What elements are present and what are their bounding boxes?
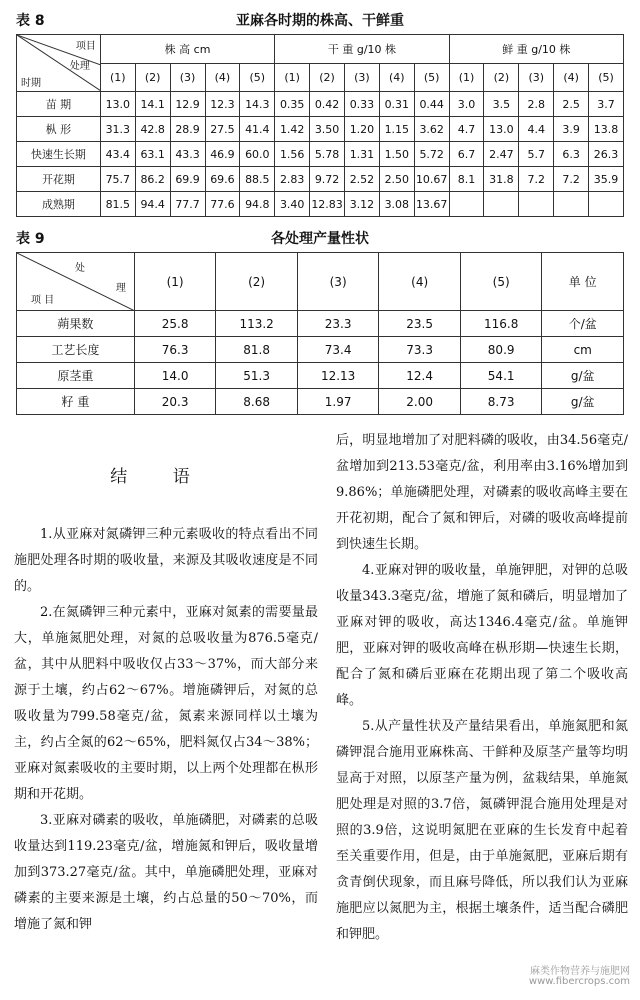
left-column	[14, 522, 318, 938]
table8-cell: 7.2	[519, 167, 554, 192]
table9-cell: cm	[542, 337, 624, 363]
table9-col: 单 位	[542, 253, 624, 311]
table8-cell: 43.4	[100, 142, 135, 167]
table8-cell: 12.83	[310, 192, 345, 217]
table8-corner	[17, 35, 101, 92]
table8-cell: 13.8	[589, 117, 624, 142]
table8-cell: 31.3	[100, 117, 135, 142]
table9-col: (2)	[216, 253, 298, 311]
table8-subcol: (1)	[449, 63, 484, 92]
table8-cell: 3.50	[310, 117, 345, 142]
table8-cell: 0.35	[275, 92, 310, 117]
table8-group-fresh: 鲜 重 g/10 株	[449, 35, 623, 64]
paragraph-3: 3.亚麻对磷素的吸收，单施磷肥，对磷素的总吸收量达到119.23毫克/盆，增施氮和钾后，吸收量增加到373.27毫克/盆。其中，单施磷肥处理，亚麻对磷素的主要来源是土壤，约占总量的50～70%，而增施了氮和钾	[14, 813, 318, 932]
paragraph-3-continued: 后，明显地增加了对肥料磷的吸收，由34.56毫克/盆增加到213.53毫克/盆，利用率由3.16%增加到9.86%；单施磷肥处理，对磷素的吸收高峰主要在开花初期，配合了氮和钾后，对磷的吸收高峰提前到快速生长期。	[336, 433, 628, 552]
table8-cell: 2.8	[519, 92, 554, 117]
table9-cell: 25.8	[134, 311, 216, 337]
table8-row-label: 快速生长期	[17, 142, 101, 167]
table8-cell: 31.8	[484, 167, 519, 192]
table9-cell: 20.3	[134, 389, 216, 415]
table8-subcol: (5)	[414, 63, 449, 92]
table9-cell: 81.8	[216, 337, 298, 363]
table8-subcol: (2)	[135, 63, 170, 92]
table8-cell: 1.50	[379, 142, 414, 167]
table8-cell: 6.3	[554, 142, 589, 167]
table8-cell: 28.9	[170, 117, 205, 142]
table9-cell: 116.8	[460, 311, 542, 337]
table9-cell: 76.3	[134, 337, 216, 363]
table8-cell: 1.56	[275, 142, 310, 167]
table8-cell: 8.1	[449, 167, 484, 192]
table8-row-label: 苗 期	[17, 92, 101, 117]
table8-cell: 6.7	[449, 142, 484, 167]
table8-cell	[449, 192, 484, 217]
table9-corner-right: 理	[115, 283, 126, 294]
table8-corner-mid: 处理	[69, 61, 90, 72]
table8-row-label: 开花期	[17, 167, 101, 192]
table8-cell: 10.67	[414, 167, 449, 192]
table9-row	[17, 389, 624, 415]
table9-cell: 12.4	[379, 363, 461, 389]
table9-col: (5)	[460, 253, 542, 311]
table9-row-label: 籽 重	[17, 389, 135, 415]
table8-cell: 3.9	[554, 117, 589, 142]
table8-label: 表 8	[16, 13, 45, 29]
table8-row-label: 枞 形	[17, 117, 101, 142]
table9-cell: 113.2	[216, 311, 298, 337]
paragraph-2: 2.在氮磷钾三种元素中，亚麻对氮素的需要量最大，单施氮肥处理，对氮的总吸收量为876.5毫克/盆，其中从肥料中吸收仅占33～37%，而大部分来源于土壤，约占62～67%。增施磷钾后，对氮的总吸收量为799.58毫克/盆，氮素来源同样以土壤为主，约占全氮的62～65%，肥料氮仅占34～38%；亚麻对氮素吸收的主要时期，以上两个处理都在枞形期和开花期。	[14, 605, 318, 802]
table8-cell: 26.3	[589, 142, 624, 167]
table8-cell: 69.9	[170, 167, 205, 192]
table8-row	[17, 192, 624, 217]
table8-cell: 2.83	[275, 167, 310, 192]
table8-cell: 4.4	[519, 117, 554, 142]
table9-title: 各处理产量性状	[271, 231, 369, 247]
table8-cell: 9.72	[310, 167, 345, 192]
table9-cell: 51.3	[216, 363, 298, 389]
table9-cell: 12.13	[297, 363, 379, 389]
table8-row	[17, 92, 624, 117]
table8-cell: 5.72	[414, 142, 449, 167]
table8-subcol: (4)	[379, 63, 414, 92]
table8-cell: 13.0	[100, 92, 135, 117]
watermark-line1: 麻类作物营养与施肥网	[530, 966, 630, 977]
table8-cell: 12.3	[205, 92, 240, 117]
table8-cell	[554, 192, 589, 217]
table8-cell: 4.7	[449, 117, 484, 142]
conclusion-heading: 结 语	[110, 467, 210, 487]
table8-cell: 0.44	[414, 92, 449, 117]
table9-cell: 14.0	[134, 363, 216, 389]
table9-cell: 54.1	[460, 363, 542, 389]
table8	[16, 34, 624, 217]
table9-corner-left: 项 目	[31, 295, 55, 306]
table9-cell: 73.3	[379, 337, 461, 363]
table8-cell: 14.3	[240, 92, 275, 117]
table8-cell: 94.4	[135, 192, 170, 217]
table8-group-height: 株 高 cm	[100, 35, 274, 64]
table9-cell: 1.97	[297, 389, 379, 415]
table9-cell: 8.68	[216, 389, 298, 415]
table8-cell	[519, 192, 554, 217]
table8-cell: 77.6	[205, 192, 240, 217]
table9-row	[17, 363, 624, 389]
table8-cell: 60.0	[240, 142, 275, 167]
table9-row	[17, 311, 624, 337]
table9-corner	[17, 253, 135, 311]
table8-group-dry: 干 重 g/10 株	[275, 35, 449, 64]
table9-cell: 23.5	[379, 311, 461, 337]
table8-cell	[484, 192, 519, 217]
table9-col: (1)	[134, 253, 216, 311]
table8-cell: 1.42	[275, 117, 310, 142]
table9-label: 表 9	[16, 231, 45, 247]
table8-corner-bottom: 时期	[21, 78, 41, 89]
table8-cell: 13.67	[414, 192, 449, 217]
table8-cell: 1.20	[345, 117, 380, 142]
table9-col: (3)	[297, 253, 379, 311]
table8-cell: 3.40	[275, 192, 310, 217]
table8-cell: 3.08	[379, 192, 414, 217]
table8-subcol: (2)	[310, 63, 345, 92]
table8-cell: 27.5	[205, 117, 240, 142]
table9-cell: g/盆	[542, 363, 624, 389]
table8-cell: 81.5	[100, 192, 135, 217]
table8-cell: 41.4	[240, 117, 275, 142]
table9	[16, 252, 624, 415]
table8-cell	[589, 192, 624, 217]
table9-row-label: 工艺长度	[17, 337, 135, 363]
table8-cell: 2.47	[484, 142, 519, 167]
table8-cell: 88.5	[240, 167, 275, 192]
table9-row-label: 原茎重	[17, 363, 135, 389]
table8-cell: 13.0	[484, 117, 519, 142]
table8-cell: 3.62	[414, 117, 449, 142]
table9-cell: 23.3	[297, 311, 379, 337]
table8-corner-top: 项目	[75, 41, 96, 52]
table8-subcol: (3)	[345, 63, 380, 92]
table8-cell: 1.31	[345, 142, 380, 167]
table9-col: (4)	[379, 253, 461, 311]
table8-cell: 7.2	[554, 167, 589, 192]
table8-cell: 3.5	[484, 92, 519, 117]
table8-cell: 69.6	[205, 167, 240, 192]
table8-cell: 14.1	[135, 92, 170, 117]
table9-cell: g/盆	[542, 389, 624, 415]
table8-cell: 2.50	[379, 167, 414, 192]
table8-cell: 63.1	[135, 142, 170, 167]
table8-subheader-row	[17, 63, 624, 92]
table8-cell: 75.7	[100, 167, 135, 192]
table8-cell: 5.78	[310, 142, 345, 167]
table9-row	[17, 337, 624, 363]
right-column	[336, 428, 628, 948]
table8-subcol: (3)	[519, 63, 554, 92]
table9-corner-top: 处	[75, 263, 85, 274]
table8-cell: 12.9	[170, 92, 205, 117]
table8-cell: 0.31	[379, 92, 414, 117]
table8-subcol: (2)	[484, 63, 519, 92]
table8-cell: 94.8	[240, 192, 275, 217]
table8-cell: 77.7	[170, 192, 205, 217]
table8-cell: 42.8	[135, 117, 170, 142]
table9-cell: 73.4	[297, 337, 379, 363]
table8-cell: 5.7	[519, 142, 554, 167]
paragraph-4: 4.亚麻对钾的吸收量，单施钾肥，对钾的总吸收量343.3毫克/盆，增施了氮和磷后，明显增加了亚麻对钾的吸收，高达1346.4毫克/盆。单施钾肥，亚麻对钾的吸收高峰在枞形期—快速生长期，配合了氮和磷后亚麻在花期出现了第二个吸收高峰。	[336, 563, 628, 708]
table8-row-label: 成熟期	[17, 192, 101, 217]
table9-cell: 80.9	[460, 337, 542, 363]
table8-cell: 46.9	[205, 142, 240, 167]
paragraph-1: 1.从亚麻对氮磷钾三种元素吸收的特点看出不同施肥处理各时期的吸收量，来源及其吸收速度是不同的。	[14, 527, 318, 594]
table8-cell: 2.5	[554, 92, 589, 117]
table8-row	[17, 142, 624, 167]
table8-subcol: (1)	[275, 63, 310, 92]
table8-cell: 3.7	[589, 92, 624, 117]
table8-cell: 2.52	[345, 167, 380, 192]
table9-cell: 2.00	[379, 389, 461, 415]
table8-title: 亚麻各时期的株高、干鲜重	[236, 13, 404, 29]
table8-subcol: (3)	[170, 63, 205, 92]
table9-cell: 8.73	[460, 389, 542, 415]
table8-cell: 3.12	[345, 192, 380, 217]
table9-cell: 个/盆	[542, 311, 624, 337]
table8-subcol: (4)	[554, 63, 589, 92]
table8-row	[17, 117, 624, 142]
table8-subcol: (5)	[589, 63, 624, 92]
watermark-line2: www.fibercrops.com	[528, 976, 630, 987]
table8-subcol: (1)	[100, 63, 135, 92]
table8-cell: 0.33	[345, 92, 380, 117]
table9-row-label: 蒴果数	[17, 311, 135, 337]
table8-row	[17, 167, 624, 192]
table8-subcol: (5)	[240, 63, 275, 92]
table8-subcol: (4)	[205, 63, 240, 92]
table8-cell: 86.2	[135, 167, 170, 192]
table8-cell: 3.0	[449, 92, 484, 117]
table8-cell: 1.15	[379, 117, 414, 142]
table8-cell: 0.42	[310, 92, 345, 117]
table8-cell: 35.9	[589, 167, 624, 192]
table8-cell: 43.3	[170, 142, 205, 167]
paragraph-5: 5.从产量性状及产量结果看出，单施氮肥和氮磷钾混合施用亚麻株高、干鲜种及原茎产量等均明显高于对照，以原茎产量为例，盆栽结果，单施氮肥处理是对照的3.7倍，氮磷钾混合施用处理是对照的3.9倍，这说明氮肥在亚麻的生长发育中起着至关重要作用，但是，由于单施氮肥，亚麻后期有贪青倒伏现象，而且麻号降低，所以我们认为亚麻施肥应以氮肥为主，根据土壤条件，适当配合磷肥和钾肥。	[336, 719, 628, 942]
